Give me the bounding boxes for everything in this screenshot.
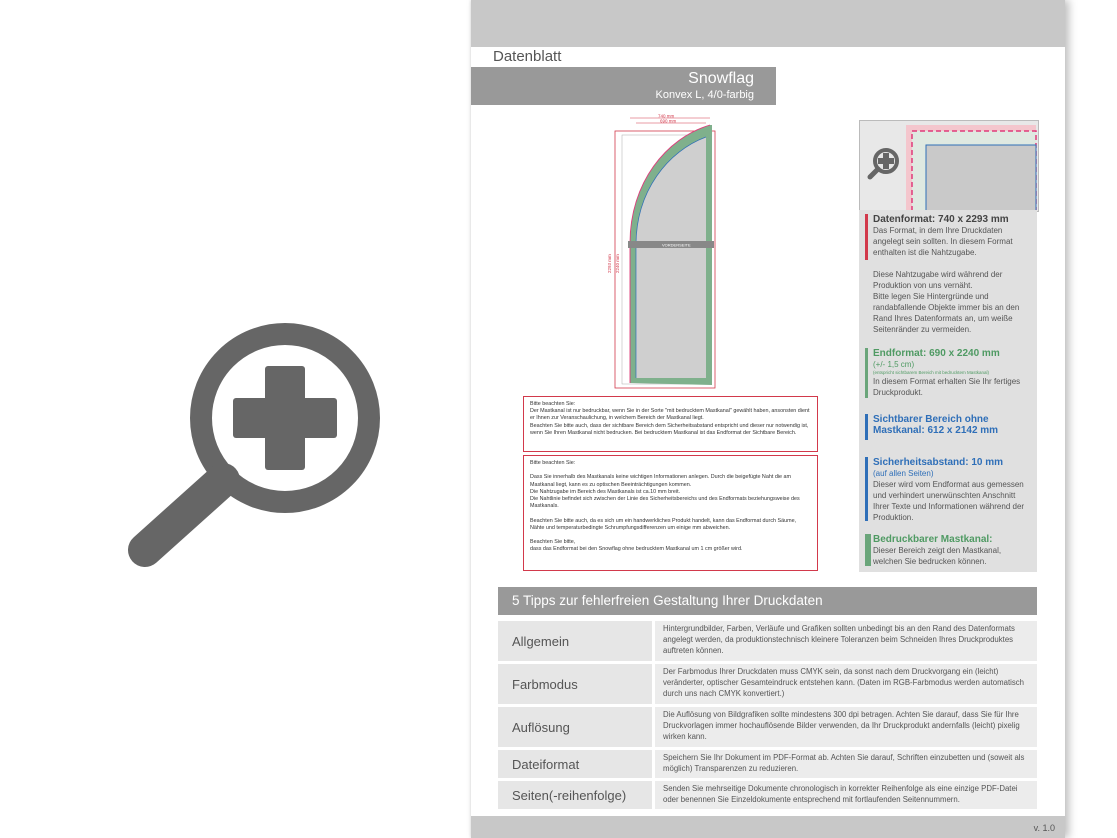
tip-text: Hintergrundbilder, Farben, Verläufe und Grafiken sollten unbedingt bis an den Rand des Datenformats angelegt werden, da produktionstechnisch kleinere Toleranzen beim Schneiden Ihres Druckproduktes auftreten können. (655, 621, 1037, 661)
legend-text: Dieser Bereich zeigt den Mastkanal, welchen Sie bedrucken können. (873, 546, 1002, 566)
dim-width-outer: 740 mm (658, 113, 675, 119)
tip-text: Der Farbmodus Ihrer Druckdaten muss CMYK sein, da sonst nach dem Druckvorgang ein (leicht) veränderter, optischer Gesamteindruck entstehen kann. (Daten im RGB-Farbmodus werden automatisch durch uns nach CMYK konvertiert.) (655, 664, 1037, 704)
legend-sichtbar (865, 414, 1031, 442)
legend-sub2: (entspricht sichtbarem Bereich mit bedrucktem Mastkanal) (873, 370, 990, 375)
legend-bar-red (865, 214, 868, 260)
legend-panel (859, 210, 1037, 572)
title-band (471, 67, 776, 105)
legend-bar-green (865, 534, 871, 566)
legend-title: Endformat: 690 x 2240 mm (873, 348, 1000, 359)
dim-height-outer: 2293 mm (607, 254, 612, 273)
legend-bar-blue (865, 414, 868, 440)
dim-height-inner: 2240 mm (615, 254, 620, 273)
note-mastkanal: Bitte beachten Sie: Der Mastkanal ist nur bedruckbar, wenn Sie in der Sorte "mit bedrucktem Mastkanal" gewählt haben, ansonsten dient er Ihnen zur Veranschaulichung, in welchem Bereich der Mastkanal liegt. Beachten Sie bitte auch, dass der sichtbare Bereich dem Sicherheitsabstand entspricht und dieser nur notwendig ist, wenn Sie Ihren Mastkanal nicht bedrucken. Bei bedrucktem Mastkanal ist das Endformat der Sichtbare Bereich. (523, 396, 818, 452)
legend-endformat (865, 348, 1031, 404)
product-title: Snowflag (688, 70, 754, 87)
legend-text: Dieser wird vom Endformat aus gemessen und verhindert unerwünschten Anschnitt Ihrer Texte und Informationen während der Produktion. (873, 480, 1025, 522)
version-label: v. 1.0 (1033, 823, 1055, 833)
datasheet-tab: Datenblatt (471, 47, 591, 67)
legend-text: Das Format, in dem Ihre Druckdaten angelegt sein sollten. In diesem Format enthalten ist die Nahtzugabe. Diese Nahtzugabe wird während der Produktion von uns vernäht. Bitte legen Sie Hintergründe und randabfallende Objekte immer bis an den Rand Ihres Datenformats an, um weiße Seitenränder zu vermeiden. (873, 226, 1020, 334)
tip-label: Seiten(-reihenfolge) (498, 781, 652, 809)
top-band (471, 0, 1065, 47)
format-preview-graphic (860, 121, 1038, 211)
legend-title: Sichtbarer Bereich ohne Mastkanal: 612 x 2142 mm (873, 414, 999, 436)
format-preview[interactable] (859, 120, 1039, 212)
legend-bar-blue (865, 457, 868, 521)
tip-label: Farbmodus (498, 664, 652, 704)
tip-text: Speichern Sie Ihr Dokument im PDF-Format ab. Achten Sie darauf, Schriften einzubetten und (soweit als möglich) Transparenzen zu reduzieren. (655, 750, 1037, 778)
zoom-in-icon[interactable] (115, 318, 385, 578)
tip-row (498, 707, 1037, 747)
legend-sub: (auf allen Seiten) (873, 469, 934, 478)
legend-bar-green (865, 348, 868, 398)
legend-title: Bedruckbarer Mastkanal: (873, 534, 993, 545)
legend-title: Datenformat: 740 x 2293 mm (873, 214, 1009, 225)
tip-label: Auflösung (498, 707, 652, 747)
legend-sub: (+/- 1,5 cm) (873, 360, 915, 369)
legend-sicherheit (865, 457, 1031, 521)
flag-template-drawing (606, 113, 726, 393)
legend-title: Sicherheitsabstand: 10 mm (873, 457, 1004, 468)
tip-text: Senden Sie mehrseitige Dokumente chronologisch in korrekter Reihenfolge als eine einzige PDF-Datei oder benennen Sie Einzeldokumente entsprechend mit fortlaufenden Seitennummern. (655, 781, 1037, 809)
legend-datenformat (865, 214, 1031, 334)
tip-row (498, 750, 1037, 778)
tip-text: Die Auflösung von Bildgrafiken sollte mindestens 300 dpi betragen. Achten Sie darauf, dass Sie für Ihre Druckvorlagen immer hochauflösende Bilder verwenden, da Ihr Druckprodukt andernfalls (leicht) pixelig wirken kann. (655, 707, 1037, 747)
legend-text: In diesem Format erhalten Sie Ihr fertiges Druckprodukt. (873, 377, 1021, 397)
legend-mastkanal (865, 534, 1031, 568)
product-subtitle: Konvex L, 4/0-farbig (655, 89, 754, 101)
flag-band-label: VORDERSEITE (662, 242, 691, 248)
tip-row (498, 621, 1037, 661)
tip-row (498, 781, 1037, 809)
note-naht: Bitte beachten Sie: Dass Sie innerhalb des Mastkanals keine wichtigen Informationen anlegen. Durch die beigefügte Naht die am Mastkanal liegt, kann es zu optischen Beeinträchtigungen kommen. Die Nahtzugabe im Bereich des Mastkanals ist ca.10 mm breit. Die Nahtlinie befindet sich zwischen der Linie des Sicherheitsbereichs und des Endformats beziehungsweise des Mastkanals. Beachten Sie bitte auch, da es sich um ein handwerkliches Produkt handelt, kann das Endformat durch Säume, Nähte und temperaturbedingte Schrumpfungsdifferenzen um einige mm abweichen. Beachten Sie bitte, dass das Endformat bei den Snowflag ohne bedrucktem Mastkanal um 1 cm größer wird. (523, 455, 818, 571)
tips-heading: 5 Tipps zur fehlerfreien Gestaltung Ihrer Druckdaten (498, 587, 1037, 615)
dim-width-inner: 690 mm (660, 118, 677, 124)
datasheet-page (471, 0, 1065, 838)
tip-label: Allgemein (498, 621, 652, 661)
tip-label: Dateiformat (498, 750, 652, 778)
bottom-band (471, 816, 1065, 838)
tip-row (498, 664, 1037, 704)
